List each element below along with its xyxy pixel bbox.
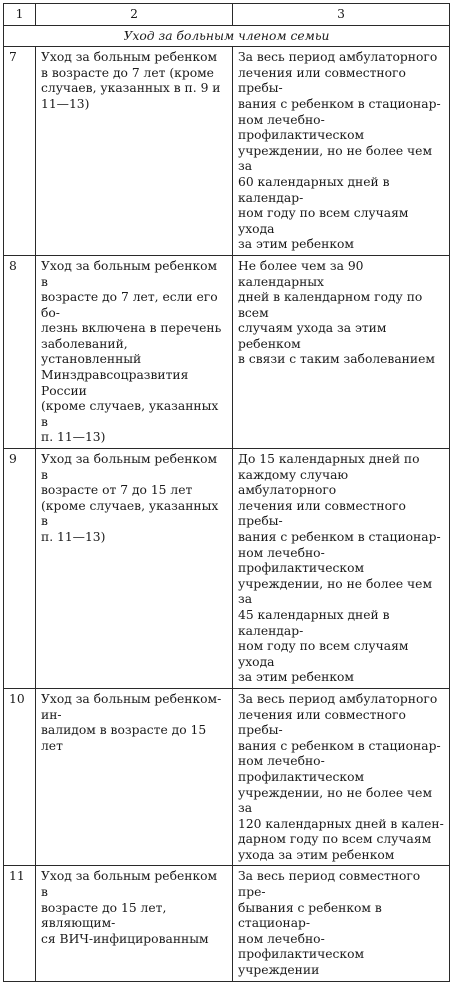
column-number-3: 3: [233, 4, 450, 26]
benefit-duration-table: [3, 3, 450, 982]
case-description: Уход за больным ребенком-ин- валидом в возрасте до 15 лет: [36, 688, 233, 866]
table-row: [4, 688, 450, 866]
case-description: Уход за больным ребенком в возрасте до 15 лет, являющим- ся ВИЧ-инфицированным: [36, 866, 233, 981]
table-row: [4, 866, 450, 981]
row-number: 9: [4, 449, 36, 689]
column-number-2: 2: [36, 4, 233, 26]
section-row: [4, 25, 450, 47]
table-row: [4, 449, 450, 689]
section-title: Уход за больным членом семьи: [4, 25, 450, 47]
row-number: 7: [4, 47, 36, 256]
row-number: 10: [4, 688, 36, 866]
row-number: 11: [4, 866, 36, 981]
benefit-period: За весь период совместного пре- бывания с ребенком в стационар- ном лечебно-профилактическом учреждении: [233, 866, 450, 981]
column-number-row: [4, 4, 450, 26]
benefit-period: За весь период амбулаторного лечения или совместного пребы- вания с ребенком в стационар- ном лечебно-профилактическом учреждении, но не более чем за 120 календарных дней в кален- дарном году по всем случаям ухода за этим ребенком: [233, 688, 450, 866]
row-number: 8: [4, 255, 36, 448]
benefit-period: Не более чем за 90 календарных дней в календарном году по всем случаям ухода за этим ребенком в связи с таким заболеванием: [233, 255, 450, 448]
case-description: Уход за больным ребенком в возрасте от 7 до 15 лет (кроме случаев, указанных в п. 11—13): [36, 449, 233, 689]
table-row: [4, 47, 450, 256]
benefit-period: До 15 календарных дней по каждому случаю амбулаторного лечения или совместного пребы- вания с ребенком в стационар- ном лечебно-профилактическом учреждении, но не более чем за 45 календарных дней в календар- ном году по всем случаям ухода за этим ребенком: [233, 449, 450, 689]
table-row: [4, 255, 450, 448]
benefit-period: За весь период амбулаторного лечения или совместного пребы- вания с ребенком в стационар- ном лечебно-профилактическом учреждении, но не более чем за 60 календарных дней в календар- ном году по всем случаям ухода за этим ребенком: [233, 47, 450, 256]
case-description: Уход за больным ребенком в возрасте до 7 лет, если его бо- лезнь включена в перечень заболеваний, установленный Минздравсоцразвития России (кроме случаев, указанных в п. 11—13): [36, 255, 233, 448]
case-description: Уход за больным ребенком в возрасте до 7 лет (кроме случаев, указанных в п. 9 и 11—13): [36, 47, 233, 256]
column-number-1: 1: [4, 4, 36, 26]
